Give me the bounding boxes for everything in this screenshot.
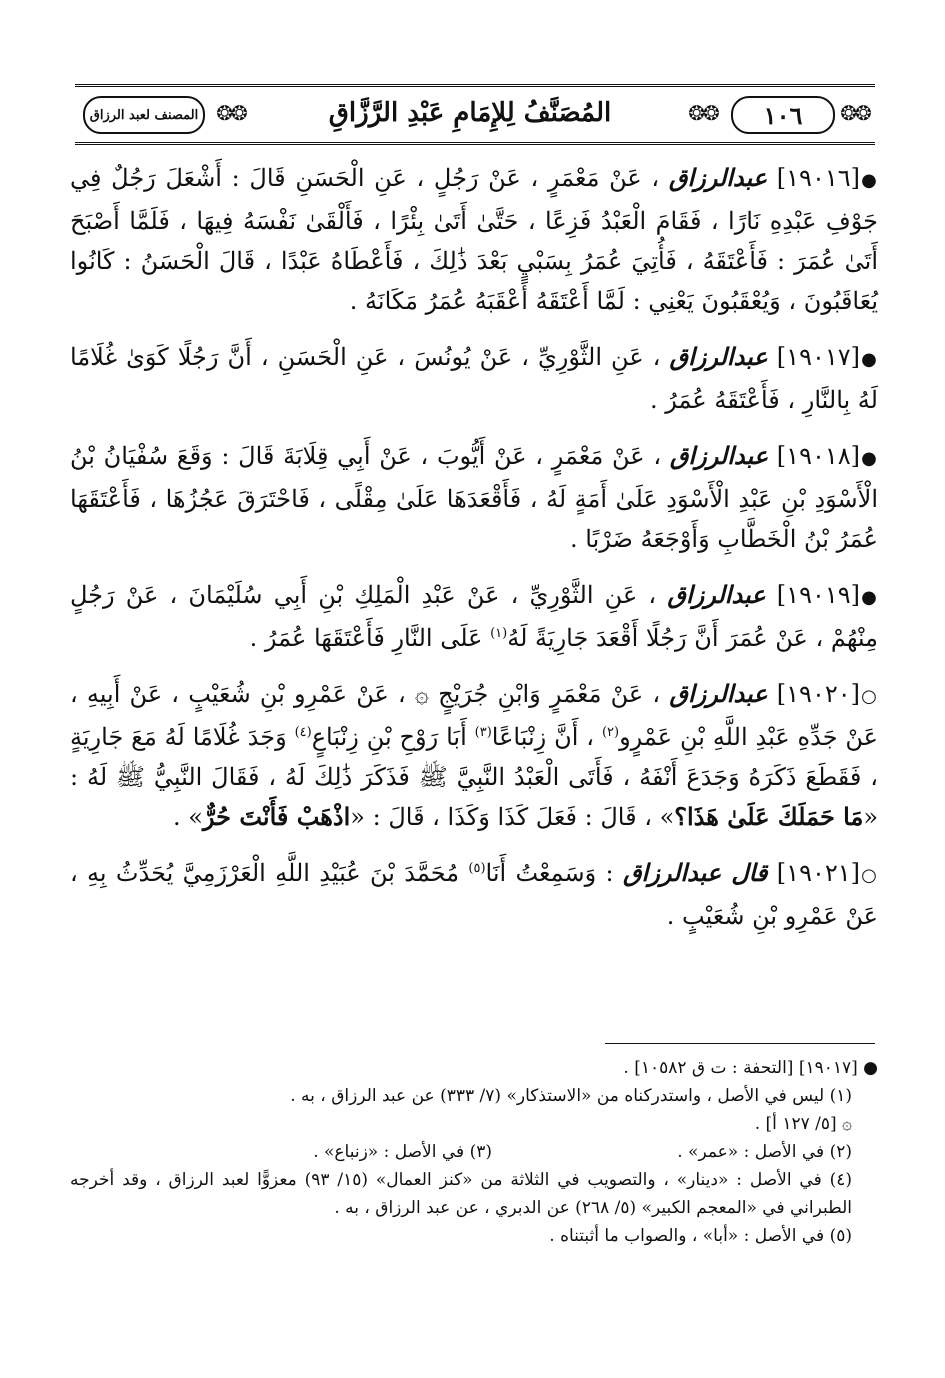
bullet-icon: ● — [861, 349, 877, 370]
page-header — [75, 84, 875, 148]
header-rule-bottom — [75, 142, 875, 145]
footnote-ref: (٢) — [601, 725, 620, 740]
header-rule-top — [75, 84, 875, 87]
book-logo-icon: المصنف لعبد الرزاق — [89, 107, 199, 123]
header-ornament-mid: ❂❂ — [688, 101, 718, 125]
bullet-icon: ● — [861, 587, 877, 608]
hadith-text: » . — [172, 803, 203, 831]
narrator-name: عبدالرزاق — [669, 679, 768, 708]
footnote-tuhfa: ● [١٩٠١٧] [التحفة : ت ق ١٠٥٨٢] . — [623, 1058, 878, 1078]
footnote-3: (٣) في الأصل : «زنباع» . — [313, 1142, 492, 1162]
hadith-number: [١٩٠٢١] — [776, 859, 860, 887]
prophet-quote: مَا حَمَلَكَ عَلَىٰ هَذَا؟ — [674, 802, 864, 831]
hadith-text: ، عَنِ الثَّوْرِيِّ ، عَنْ عَبْدِ الْمَلِكِ بْنِ أَبِي سُلَيْمَانَ ، عَنْ رَجُلٍ مِنْهُمْ ، عَنْ عُمَرَ أَنَّ رَجُلًا أَقْعَدَ جَارِيَةً لَهُ — [70, 581, 878, 652]
hadith-text: » ، قَالَ : فَعَلَ كَذَا وَكَذَا ، قَالَ : « — [350, 803, 675, 831]
footnote-ref: (٤) — [294, 725, 312, 740]
circle-marker-icon: ○ — [861, 865, 877, 886]
footnote-1: (١) ليس في الأصل ، واستدركناه من «الاستذكار» (٧/ ٣٣٣) عن عبد الرزاق ، به . — [290, 1086, 852, 1106]
hadith-number: [١٩٠١٩] — [776, 581, 860, 609]
hadith-number: [١٩٠١٦] — [776, 164, 860, 192]
hadith-text: أَبَا رَوْحِ بْنِ زِنْبَاعٍ — [311, 723, 475, 751]
hadith-entry — [70, 575, 878, 658]
hadith-text: عَلَى النَّارِ فَأَعْتَقَهَا عُمَرُ . — [249, 624, 491, 652]
footnote-4: (٤) في الأصل : «دينار» ، والتصويب في الثلاثة من «كنز العمال» (١٥/ ٩٣) معزوًّا لعبد الرزاق ، وقد أخرجه الطبراني في «المعجم الكبير» (٥/ ٢٦٨) عن الدبري ، عن عبد الرزاق ، به . — [70, 1170, 852, 1218]
hadith-text: ، عَنِ الثَّوْرِيِّ ، عَنْ يُونُسَ ، عَنِ الْحَسَنِ ، أَنَّ رَجُلًا كَوَىٰ غُلَامًا لَهُ بِالنَّارِ ، فَأَعْتَقَهُ عُمَرُ . — [70, 343, 878, 414]
hadith-text: ، عَنْ مَعْمَرٍ وَابْنِ جُرَيْجٍ ۞ ، عَنْ عَمْرِو بْنِ شُعَيْبٍ ، عَنْ أَبِيهِ ، عَنْ جَدِّهِ عَبْدِ اللَّهِ بْنِ عَمْرٍو — [70, 680, 878, 751]
narrator-name: عبدالرزاق — [669, 441, 769, 470]
hadith-number: [١٩٠١٨] — [776, 442, 860, 470]
page-number: ١٠٦ — [763, 100, 803, 130]
circle-marker-icon: ○ — [861, 686, 877, 707]
hadith-number: [١٩٠١٧] — [776, 343, 860, 371]
narrator-name: قال عبدالرزاق — [622, 858, 768, 887]
hadith-text: ، عَنْ مَعْمَرٍ ، عَنْ أَيُّوبَ ، عَنْ أَبِي قِلَابَةَ قَالَ : وَقَعَ سُفْيَانُ بْنُ الْأَسْوَدِ بْنِ عَبْدِ الْأَسْوَدِ عَلَىٰ أَمَةٍ لَهُ ، فَأَقْعَدَهَا عَلَىٰ مِقْلًى ، فَاحْتَرَقَ عَجُزُهَا ، فَأَعْتَقَهَا عُمَرُ بْنُ الْخَطَّابِ وَأَوْجَعَهُ ضَرْبًا . — [70, 442, 878, 553]
footnote-ref: (٣) — [474, 725, 492, 740]
hadith-entry — [70, 337, 878, 420]
header-ornament-right: ❂❂ — [840, 101, 870, 125]
bullet-icon: ● — [861, 448, 877, 469]
hadith-text: مُحَمَّدَ بْنَ عُبَيْدِ اللَّهِ الْعَرْزَمِيَّ يُحَدِّثُ بِهِ ، عَنْ عَمْرِو بْنِ شُعَيْبٍ . — [70, 859, 878, 930]
footnote-folio: ۞ [٥/ ١٢٧ أ] . — [754, 1114, 852, 1134]
book-title: المُصَنَّفُ لِلإِمَامِ عَبْدِ الرَّزَّاقِ — [328, 98, 612, 128]
bullet-icon: ● — [861, 170, 877, 191]
hadith-number: [١٩٠٢٠] — [776, 680, 860, 708]
hadith-entry — [70, 853, 878, 936]
hadith-text: ، عَنْ مَعْمَرٍ ، عَنْ رَجُلٍ ، عَنِ الْحَسَنِ قَالَ : أَشْعَلَ رَجُلٌ فِي جَوْفِ عَبْدِهِ نَارًا ، فَقَامَ الْعَبْدُ فَزِعًا ، حَتَّىٰ أَتَىٰ بِئْرًا ، فَأَلْقَىٰ نَفْسَهُ فِيهَا ، فَلَمَّا أَصْبَحَ أَتَىٰ عُمَرَ : فَأَعْتَقَهُ ، فَأُتِيَ عُمَرُ بِسَبْيٍ بَعْدَ ذَٰلِكَ ، فَأَعْطَاهُ عَبْدًا ، قَالَ الْحَسَنُ : كَانُوا يُعَاقَبُونَ ، وَيُعْقَبُونَ يَعْنِي : لَمَّا أَعْتَقَهُ أَعْقَبَهُ عُمَرُ مَكَانَهُ . — [70, 164, 878, 315]
footnote-row — [70, 1138, 878, 1166]
hadith-text: : وَسَمِعْتُ أَنَا — [485, 859, 614, 887]
page-number-box — [731, 96, 835, 134]
footnote-5: (٥) في الأصل : «أبا» ، والصواب ما أثبتناه . — [549, 1226, 852, 1246]
narrator-name: عبدالرزاق — [669, 342, 768, 371]
footnote-ref: (١) — [490, 626, 508, 641]
hadith-text: ، أَنَّ زِنْبَاعًا — [491, 723, 602, 751]
hadith-entry — [70, 158, 878, 321]
narrator-name: عبدالرزاق — [668, 163, 768, 192]
footnote-2: (٢) في الأصل : «عمر» . — [677, 1142, 852, 1162]
book-logo-box — [83, 96, 205, 134]
main-text — [70, 158, 878, 952]
narrator-name: عبدالرزاق — [667, 580, 766, 609]
footnote-ref: (٥) — [468, 861, 486, 876]
hadith-text: وَجَدَ غُلَامًا لَهُ مَعَ جَارِيَةٍ ، فَقَطَعَ ذَكَرَهُ وَجَدَعَ أَنْفَهُ ، فَأَتَى الْعَبْدُ النَّبِيَّ ﷺ فَذَكَرَ ذَٰلِكَ لَهُ ، فَقَالَ النَّبِيُّ ﷺ لَهُ : « — [70, 723, 878, 831]
footnotes — [70, 1054, 878, 1250]
hadith-entry — [70, 436, 878, 559]
footnote-divider — [605, 1043, 875, 1044]
header-ornament-left: ❂❂ — [216, 101, 246, 125]
hadith-entry — [70, 674, 878, 837]
prophet-quote: اذْهَبْ فَأَنْتَ حُرٌّ — [202, 802, 351, 831]
